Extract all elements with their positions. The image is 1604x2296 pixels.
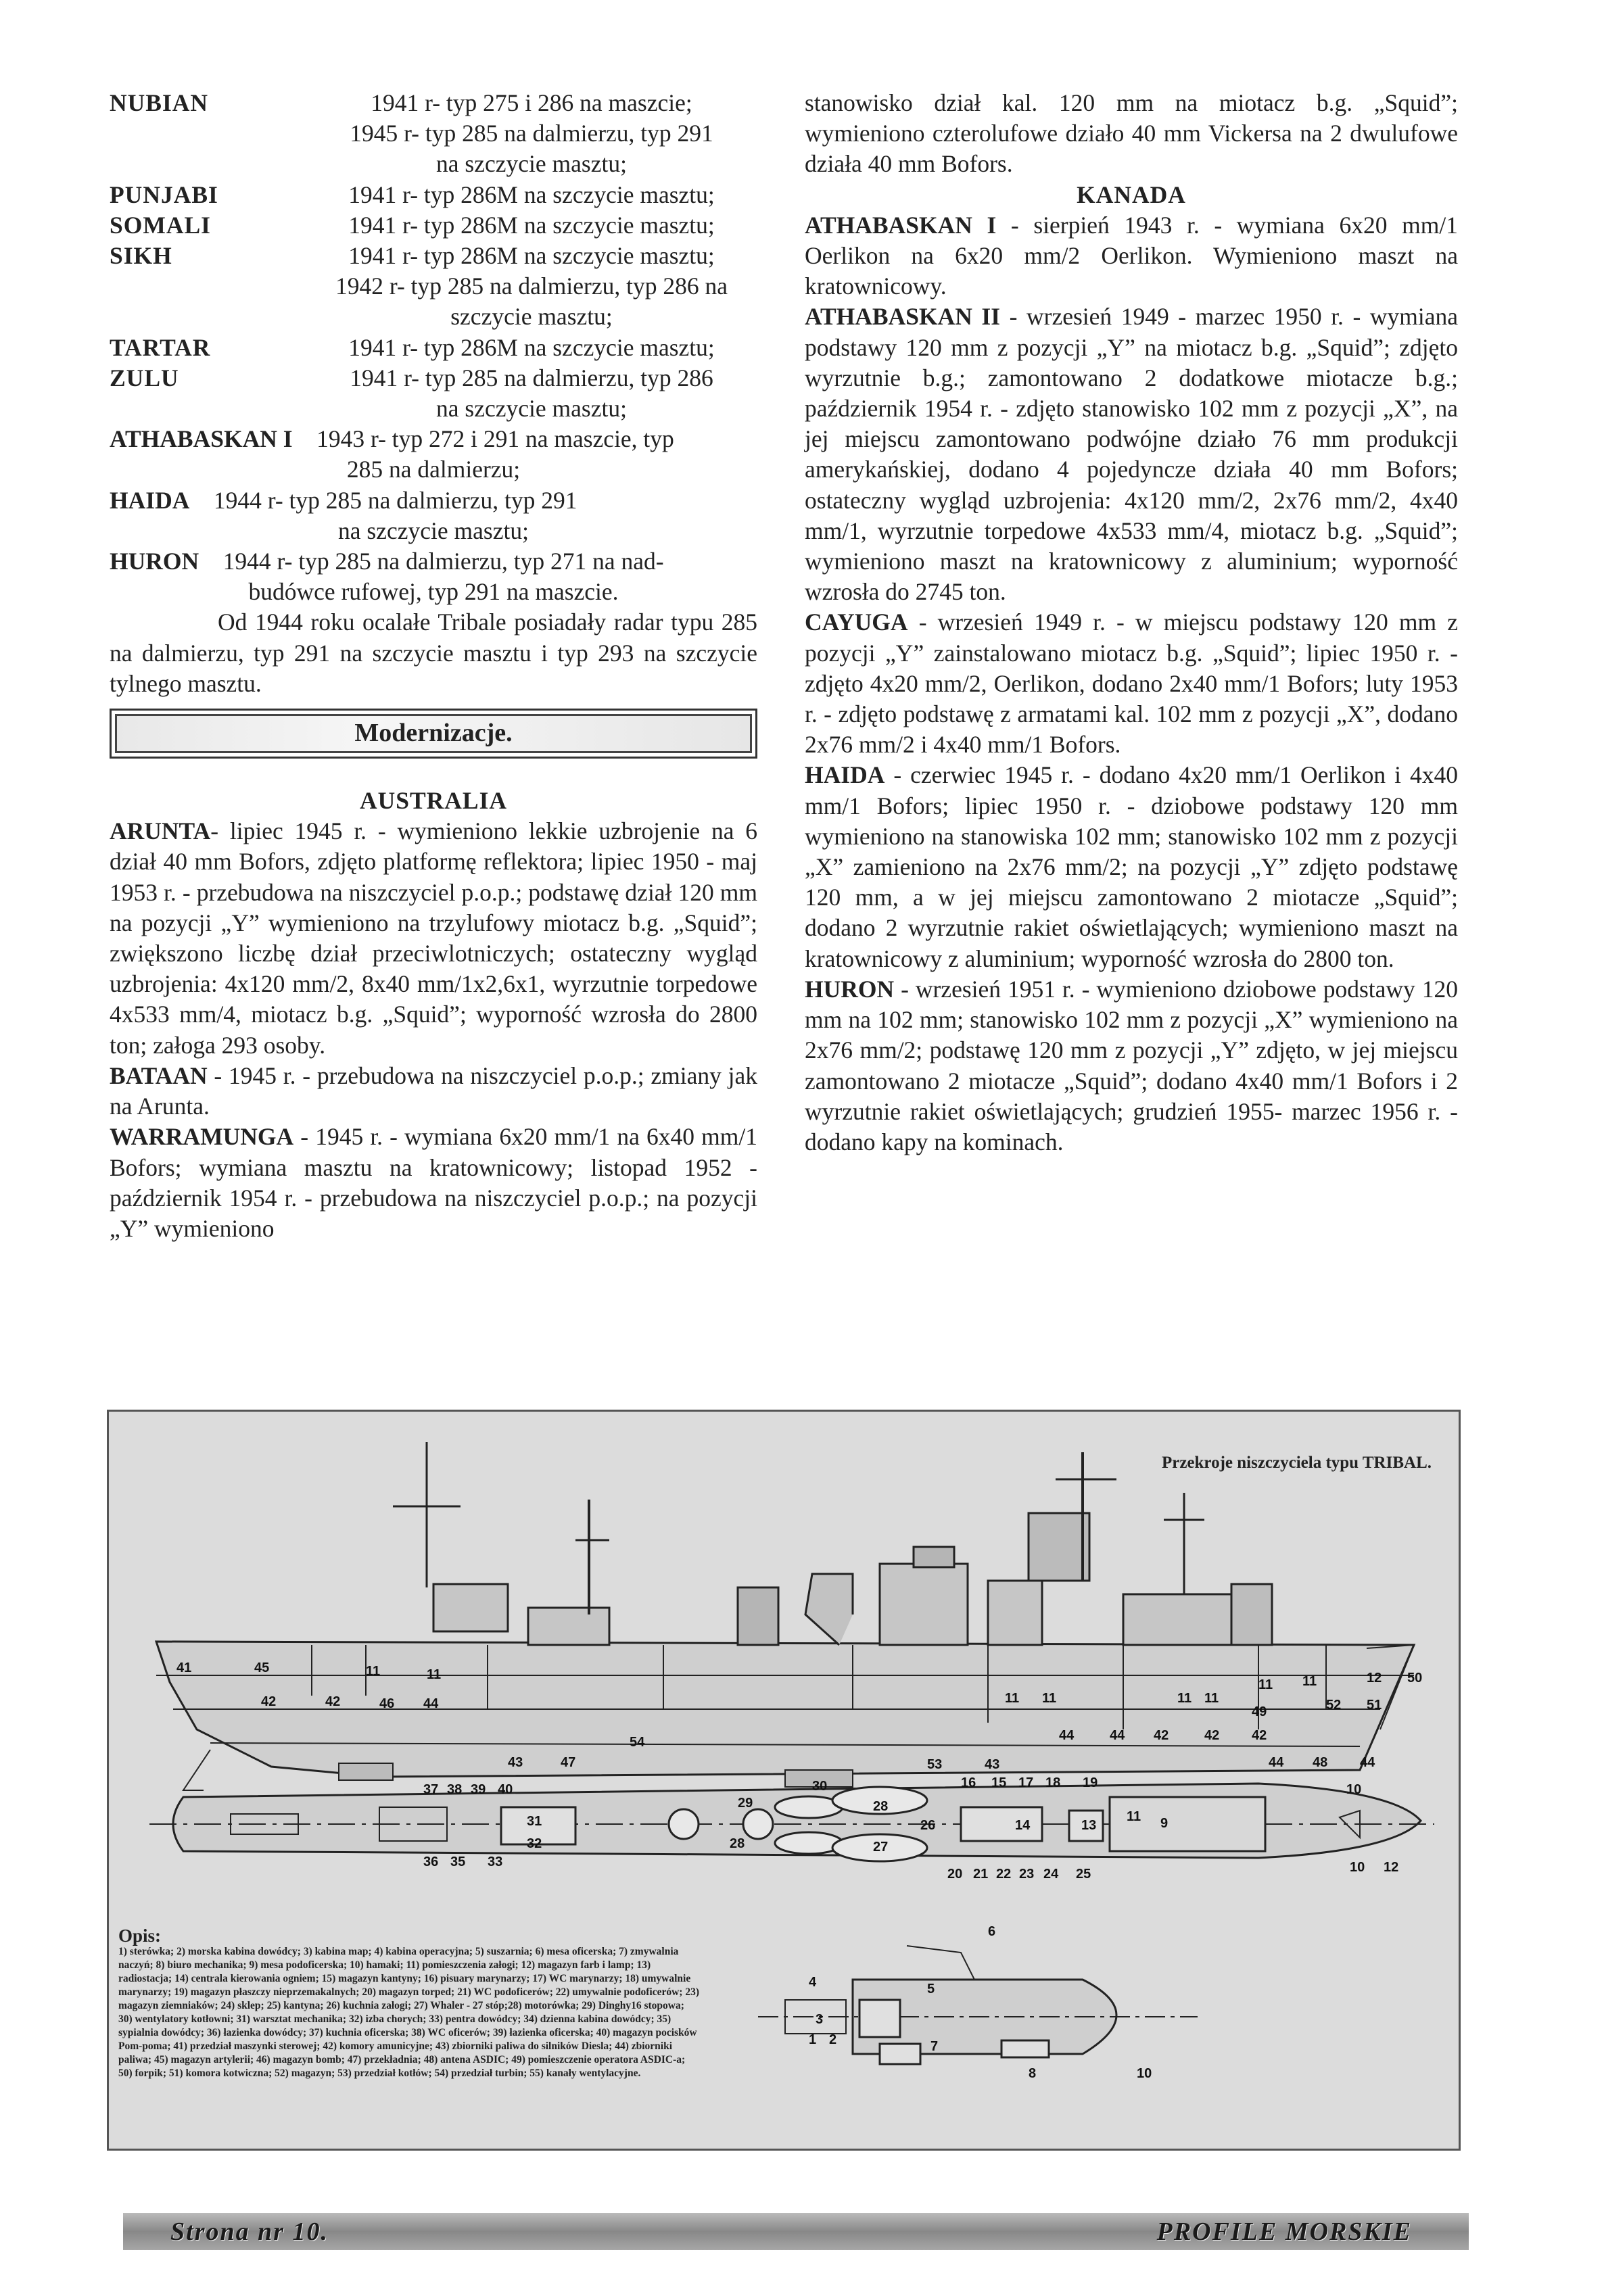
radar-line: 1941 r- typ 286M na szczycie masztu; [348, 333, 715, 361]
figure-caption: Przekroje niszczyciela typu TRIBAL. [1161, 1454, 1432, 1472]
figure-number-label: 44 [1269, 1755, 1284, 1770]
radar-ship-name: PUNJABI [110, 181, 218, 208]
radar-details [306, 210, 757, 241]
figure-number-label: 7 [930, 2039, 939, 2054]
figure-number-label: 36 [423, 1855, 439, 1869]
figure-number-label: 9 [1160, 1816, 1169, 1831]
kanada-entry-cayuga: CAYUGA - wrzesień 1949 r. - w miejscu podstawy 120 mm z pozycji „Y” zainstalowano miotacz b.g. „Squid”; lipiec 1950 r. - zdjęto 4x20 mm/2, Oerlikon, dodano 2x40 mm/1 Bofors; luty 1953 r. - zdjęto podstawę z armatami kal. 102 mm z pozycji „X”, dodano 2x76 mm/2 i 4x40 mm/1 Bofors. [805, 608, 1458, 759]
figure-number-label: 11 [1127, 1809, 1141, 1824]
figure-number-label: 4 [809, 1975, 817, 1990]
radar-entry [110, 180, 757, 210]
radar-line: 1945 r- typ 285 na dalmierzu, typ 291 [350, 120, 713, 147]
radar-ship-name: HAIDA [110, 486, 190, 514]
radar-wide-entry [110, 424, 757, 454]
figure-number-label: 15 [991, 1775, 1007, 1790]
figure-number-label: 43 [985, 1757, 1000, 1772]
figure-number-label: 28 [873, 1799, 889, 1814]
figure-number-label: 11 [427, 1667, 442, 1682]
australia-entry-warramunga: WARRAMUNGA - 1945 r. - wymiana 6x20 mm/1 na 6x40 mm/1 Bofors; wymiana masztu na kratownicowy; listopad 1952 - październik 1954 r. - przebudowa na niszczyciel p.o.p.; na pozycji „Y” wymieniono [110, 1123, 757, 1242]
right-column [805, 88, 1458, 1157]
figure-number-label: 11 [1177, 1691, 1192, 1706]
figure-number-label: 2 [829, 2032, 837, 2047]
bridge-plan [758, 1946, 1198, 2064]
australia-entry-arunta: ARUNTA- lipiec 1945 r. - wymieniono lekkie uzbrojenie na 6 dział 40 mm Bofors, zdjęto platformę reflektora; lipiec 1950 - maj 1953 r. - przebudowa na niszczyciel p.o.p.; podstawę dział 120 mm na pozycji „Y” wymieniono na trzylufowy miotacz b.g. „Squid”; zwiększono liczbę dział przeciwlotniczych; ostateczny wygląd uzbrojenia: 4x120 mm/2, 8x40 mm/1x2,6x1, wyrzutnie torpedowe 4x533 mm/4, miotacz b.g. „Squid”; wyporność wzrosła do 2800 ton; załoga 293 osoby. [110, 817, 757, 1059]
figure-number-label: 52 [1326, 1698, 1342, 1713]
radar-ship-name: ZULU [110, 364, 179, 391]
radar-first-line: 1944 r- typ 285 na dalmierzu, typ 271 na nad- [222, 548, 664, 575]
radar-wide-list [110, 424, 757, 607]
figure-number-label: 10 [1350, 1860, 1365, 1875]
figure-number-label: 19 [1083, 1775, 1098, 1790]
radar-entry [110, 333, 757, 363]
radar-ship-name: ATHABASKAN I [110, 425, 293, 453]
radar-rest-line: budówce rufowej, typ 291 na maszcie. [248, 578, 619, 606]
radar-wide-entry [110, 485, 757, 516]
figure-number-label: 12 [1367, 1671, 1382, 1685]
figure-number-label: 48 [1313, 1755, 1328, 1770]
figure-number-label: 13 [1081, 1818, 1097, 1833]
legend-title: Opis: [118, 1926, 162, 1946]
figure-number-label: 38 [447, 1782, 463, 1797]
australia-heading: AUSTRALIA [359, 787, 508, 815]
left-column [110, 88, 757, 1244]
radar-details [306, 363, 757, 424]
page-footer [123, 2213, 1469, 2250]
figure-number-label: 51 [1367, 1698, 1382, 1713]
figure-number-label: 25 [1076, 1867, 1091, 1882]
radar-ship-name: SOMALI [110, 211, 211, 239]
figure-number-label: 18 [1045, 1775, 1061, 1790]
radar-line: 1941 r- typ 286M na szczycie masztu; [348, 181, 715, 208]
kanada-heading: KANADA [1077, 181, 1186, 208]
figure-number-label: 16 [961, 1775, 976, 1790]
figure-number-label: 11 [1204, 1691, 1219, 1706]
radar-ship-name: NUBIAN [110, 89, 209, 116]
radar-summary: Od 1944 roku ocalałe Tribale posiadały radar typu 285 na dalmierzu, typ 291 na szczycie masztu i typ 293 na szczycie tylnego masztu. [110, 608, 757, 697]
radar-line: szczycie masztu; [450, 303, 613, 331]
figure-number-label: 12 [1384, 1860, 1399, 1875]
figure-number-label: 42 [1252, 1728, 1267, 1743]
figure-number-label: 33 [488, 1855, 503, 1869]
figure-number-label: 44 [1059, 1728, 1075, 1743]
figure-number-label: 46 [379, 1696, 395, 1711]
figure-legend [118, 1926, 700, 2080]
radar-line: 1941 r- typ 285 na dalmierzu, typ 286 [350, 364, 713, 391]
figure-number-label: 8 [1029, 2066, 1037, 2081]
radar-line: 1941 r- typ 275 i 286 na maszcie; [371, 89, 692, 116]
radar-details [306, 333, 757, 363]
figure-number-label: 40 [498, 1782, 513, 1797]
figure-number-label: 10 [1137, 2066, 1152, 2081]
kanada-entry-haida: HAIDA - czerwiec 1945 r. - dodano 4x20 mm/1 Oerlikon i 4x40 mm/1 Bofors; lipiec 1950 r. - dziobowe podstawy 120 mm wymieniono na stanowiska 102 mm; stanowisko 102 mm z pozycji „X” zamieniono na 2x76 mm/2; na pozycji „Y” zdjęto podstawę 120 mm, a w jej miejscu zamontowano 2 miotacze „Squid”; dodano 2 wyrzutnie rakiet oświetlających; wymieniono maszt na kratownicowy z aluminium; wyporność wzrosła do 2800 ton. [805, 761, 1458, 972]
magazine-title: PROFILE MORSKIE [1156, 2218, 1412, 2246]
radar-list [110, 88, 757, 424]
radar-entry [110, 363, 757, 424]
radar-ship-name: TARTAR [110, 333, 211, 361]
radar-entry [110, 210, 757, 241]
figure-number-label: 14 [1015, 1818, 1031, 1833]
figure-number-label: 42 [261, 1694, 277, 1709]
radar-ship-name: HURON [110, 548, 199, 575]
radar-first-line: 1943 r- typ 272 i 291 na maszcie, typ [316, 425, 674, 453]
radar-details [306, 88, 757, 180]
figure-number-label: 22 [996, 1867, 1012, 1882]
figure-number-label: 44 [1110, 1728, 1125, 1743]
radar-line: 1941 r- typ 286M na szczycie masztu; [348, 211, 715, 239]
radar-ship-name: SIKH [110, 242, 172, 270]
deck-plan [149, 1784, 1434, 1861]
radar-rest-line: 285 na dalmierzu; [346, 456, 521, 483]
kanada-entry-athabaskan-1: ATHABASKAN I - sierpień 1943 r. - wymiana 6x20 mm/1 Oerlikon na 6x20 mm/2 Oerlikon. Wymieniono maszt na kratownicowy. [805, 211, 1458, 300]
figure-number-label: 11 [1005, 1691, 1020, 1706]
figure-number-label: 53 [927, 1757, 943, 1772]
figure-number-label: 24 [1043, 1867, 1059, 1882]
figure-number-label: 11 [1302, 1674, 1317, 1689]
side-profile [156, 1442, 1414, 1790]
figure-number-label: 20 [947, 1867, 963, 1882]
right-intro: stanowisko dział kal. 120 mm na miotacz b.g. „Squid”; wymieniono czterolufowe działo 40 mm Vickersa na 2 dwulufowe działa 40 mm Bofors. [805, 89, 1458, 178]
figure-number-label: 21 [973, 1867, 989, 1882]
figure-number-label: 27 [873, 1840, 889, 1855]
section-title-box [110, 709, 757, 759]
figure-number-label: 32 [527, 1836, 542, 1851]
figure-number-label: 31 [527, 1814, 542, 1829]
radar-details [306, 241, 757, 333]
figure-number-label: 37 [423, 1782, 439, 1797]
kanada-entry-athabaskan-2: ATHABASKAN II - wrzesień 1949 - marzec 1950 r. - wymiana podstawy 120 mm z pozycji „Y” na miotacz b.g. „Squid”; zdjęto wyrzutnie b.g.; zamontowano 2 dodatkowe miotacze b.g.; październik 1954 r. - zdjęto stanowisko 102 mm z pozycji „X”, na jej miejscu zamontowano podwójne działo 76 mm produkcji amerykańskiej, dodano 4 pojedyncze działa 40 mm Bofors; ostateczny wygląd uzbrojenia: 4x120 mm/2, 2x76 mm/2, 4x40 mm/1, wyrzutnie torpedowe 4x533 mm/4, miotacz b.g. „Squid”; wymieniono maszt na kratownicowy z aluminium; wyporność wzrosła do 2745 ton. [805, 303, 1458, 606]
radar-wide-entry [110, 546, 757, 577]
figure-number-label: 35 [450, 1855, 466, 1869]
figure-number-label: 6 [988, 1924, 996, 1939]
figure-number-label: 54 [630, 1735, 645, 1750]
figure-number-label: 47 [561, 1755, 576, 1770]
figure-number-label: 42 [1154, 1728, 1169, 1743]
figure-number-label: 29 [738, 1796, 753, 1811]
figure-number-label: 28 [730, 1836, 745, 1851]
radar-line: 1942 r- typ 285 na dalmierzu, typ 286 na [335, 272, 728, 300]
figure-number-label: 10 [1346, 1782, 1362, 1797]
figure-number-label: 49 [1252, 1704, 1267, 1719]
figure-number-label: 1 [809, 2032, 817, 2047]
figure-number-label: 41 [176, 1660, 192, 1675]
kanada-entry-huron: HURON - wrzesień 1951 r. - wymieniono dziobowe podstawy 120 mm na 102 mm; stanowisko 102 mm z pozycji „X” wymieniono na 2x76 mm/2; podstawę 120 mm z pozycji „Y” zdjęto, w jej miejscu zamontowano 2 miotacze „Squid”; dodano 4x40 mm/1 Bofors i 2 wyrzutnie rakiet oświetlających; grudzień 1955- marzec 1956 r. - dodano kapy na kominach. [805, 975, 1458, 1155]
section-title: Modernizacje. [354, 719, 513, 748]
radar-rest-line: na szczycie masztu; [338, 517, 529, 544]
figure-number-label: 44 [1360, 1755, 1375, 1770]
page-number: Strona nr 10. [170, 2218, 329, 2246]
figure-number-label: 44 [423, 1696, 439, 1711]
figure-number-label: 11 [366, 1664, 381, 1679]
radar-first-line: 1944 r- typ 285 na dalmierzu, typ 291 [213, 486, 577, 514]
figure-number-label: 23 [1019, 1867, 1035, 1882]
figure-number-label: 11 [1042, 1691, 1057, 1706]
figure-number-label: 30 [812, 1779, 828, 1794]
radar-entry [110, 88, 757, 180]
figure-number-label: 5 [927, 1982, 935, 1996]
figure-number-label: 26 [920, 1818, 936, 1833]
radar-line: 1941 r- typ 286M na szczycie masztu; [348, 242, 715, 270]
figure-number-label: 17 [1018, 1775, 1034, 1790]
ship-cross-section-figure [107, 1410, 1461, 2151]
figure-number-label: 42 [1204, 1728, 1220, 1743]
figure-number-label: 45 [254, 1660, 270, 1675]
radar-line: na szczycie masztu; [436, 150, 627, 178]
australia-entry-bataan: BATAAN - 1945 r. - przebudowa na niszczyciel p.o.p.; zmiany jak na Arunta. [110, 1061, 757, 1120]
radar-line: na szczycie masztu; [436, 395, 627, 423]
figure-number-label: 11 [1258, 1677, 1273, 1692]
figure-number-label: 3 [816, 2012, 824, 2027]
figure-number-label: 42 [325, 1694, 341, 1709]
figure-number-label: 50 [1407, 1671, 1423, 1685]
legend-text: 1) sterówka; 2) morska kabina dowódcy; 3) kabina map; 4) kabina operacyjna; 5) suszarnia; 6) mesa oficerska; 7) zmywalnia naczyń; 8) biuro mechanika; 9) mesa podoficerska; 10) hamaki; 11) pomieszczenia załogi; 12) magazyn farb i lamp; 13) radiostacja; 14) centrala kierowania ogniem; 15) magazyn kantyny; 16) pisuary marynarzy; 17) WC marynarzy; 18) umywalnie marynarzy; 19) magazyn płaszczy nieprzemakalnych; 20) magazyn torped; 21) WC podoficerów; 22) umywalnie podoficerów; 23) magazyn ziemniaków; 24) sklep; 25) kantyna; 26) kuchnia załogi; 27) Whaler - 27 stóp;28) motorówka; 29) Dinghy16 stopowa; 30) wentylatory kotłowni; 31) warsztat mechanika; 32) izba chorych; 33) pentra dowódcy; 34) dzienna kabina dowódcy; 35) sypialnia dowódcy; 36) łazienka dowódcy; 37) kuchnia oficerska; 38) WC oficerów; 39) łazienka oficerska; 40) magazyn pocisków Pom-poma; 41) przedział maszynki sterowej; 42) komory amunicyjne; 43) zbiorniki paliwa do silników Diesla; 44) zbiorniki paliwa; 45) magazyn artylerii; 46) magazyn bomb; 47) przekładnia; 48) antena ASDIC; 49) pomieszczenie operatora ASDIC-a; 50) forpik; 51) komora kotwiczna; 52) magazyn; 53) przedział kotłów; 54) przedział turbin; 55) kanały wentylacyjne. [118, 1946, 699, 2079]
figure-number-label: 43 [508, 1755, 523, 1770]
radar-entry [110, 241, 757, 333]
figure-number-label: 39 [471, 1782, 486, 1797]
radar-details [306, 180, 757, 210]
